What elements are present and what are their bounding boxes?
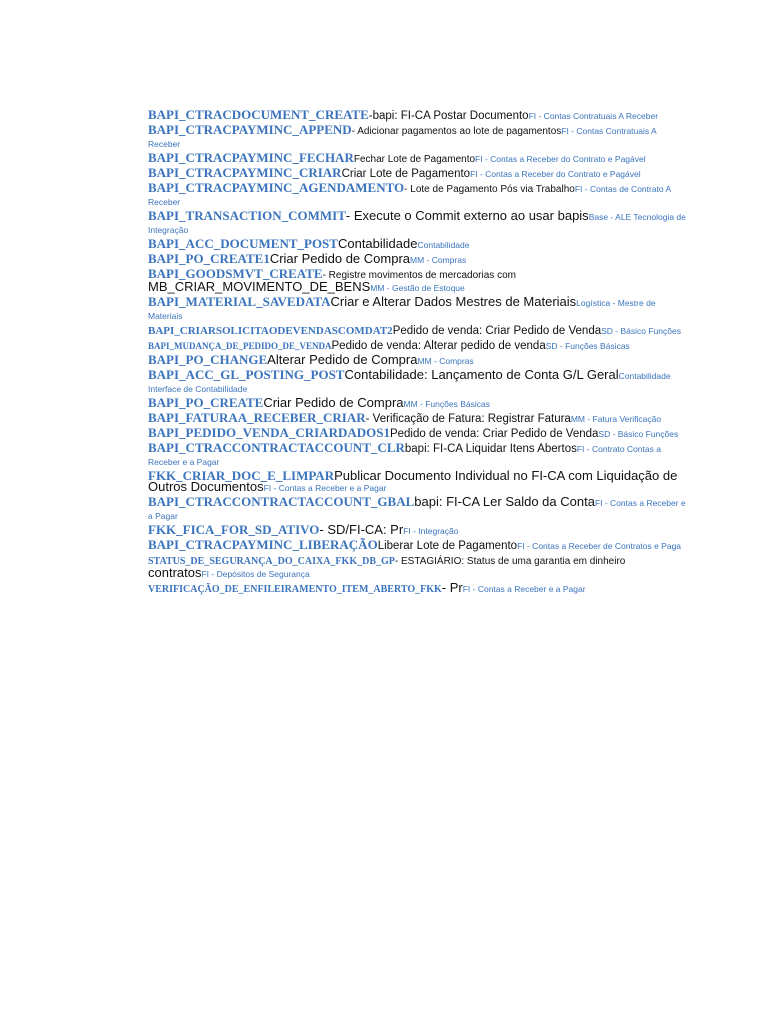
list-item — [148, 582, 688, 595]
function-name-link[interactable]: BAPI_GOODSMVT_CREATE — [148, 266, 323, 281]
function-name-link[interactable]: BAPI_TRANSACTION_COMMIT — [148, 208, 346, 223]
category-link[interactable]: MM - Compras — [410, 255, 467, 265]
category-link[interactable]: MM - Funções Básicas — [403, 399, 490, 409]
category-link[interactable]: FI - Depósitos de Segurança — [201, 569, 310, 579]
category-link[interactable]: MM - Fatura Verificação — [570, 414, 662, 424]
list-item — [148, 397, 688, 410]
category-link[interactable]: SD - Básico Funções — [601, 326, 681, 336]
function-name-link[interactable]: STATUS_DE_SEGURANÇA_DO_CAIXA_FKK_DB_GP — [148, 556, 395, 567]
category-link[interactable]: FI - Contrato Contas a Receber e a Pagar — [148, 444, 661, 467]
list-item — [148, 554, 688, 580]
function-description: Liberar Lote de Pagamento — [377, 540, 518, 552]
function-name-link[interactable]: BAPI_CTRACCONTRACTACCOUNT_GBAL — [148, 494, 415, 509]
category-link[interactable]: Contabilidade — [417, 240, 470, 250]
function-name-link[interactable]: FKK_CRIAR_DOC_E_LIMPAR — [148, 468, 335, 483]
list-item — [148, 182, 688, 208]
function-description: Pedido de venda: Criar Pedido de Venda — [392, 325, 602, 337]
list-item — [148, 442, 688, 468]
function-description: - Execute o Commit externo ao usar bapis — [345, 208, 589, 223]
function-description: Contabilidade — [337, 236, 418, 251]
function-name-link[interactable]: BAPI_CTRACCONTRACTACCOUNT_CLR — [148, 440, 405, 455]
function-name-link[interactable]: BAPI_ACC_DOCUMENT_POST — [148, 236, 338, 251]
category-link[interactable]: FI - Contas a Receber do Contrato e Pagável — [475, 154, 646, 164]
function-description: Fechar Lote de Pagamento — [353, 154, 476, 165]
function-name-link[interactable]: BAPI_PO_CREATE1 — [148, 251, 270, 266]
function-name-link[interactable]: VERIFICAÇÃO_DE_ENFILEIRAMENTO_ITEM_ABERTO_FKK — [148, 584, 442, 595]
list-item — [148, 524, 688, 537]
list-item — [148, 238, 688, 251]
function-description-continued: MB_CRIAR_MOVIMENTO_DE_BENS — [148, 279, 371, 294]
category-link[interactable]: FI - Contas Contratuais A Receber — [148, 126, 657, 149]
category-link[interactable]: Base - ALE Tecnologia de Integração — [148, 212, 686, 235]
function-name-link[interactable]: BAPI_CTRACPAYMINC_LIBERAÇÃO — [148, 537, 378, 552]
function-description: - Pr — [441, 580, 463, 595]
function-description: - Registre movimentos de mercadorias com — [322, 270, 516, 281]
function-name-link[interactable]: BAPI_MUDANÇA_DE_PEDIDO_DE_VENDA — [148, 341, 332, 351]
function-description: Alterar Pedido de Compra — [267, 352, 418, 367]
list-item — [148, 268, 688, 294]
function-description: Criar Lote de Pagamento — [341, 168, 471, 180]
function-description: - Adicionar pagamentos ao lote de pagamentos — [351, 126, 562, 137]
list-item — [148, 210, 688, 236]
function-name-link[interactable]: BAPI_MATERIAL_SAVEDATA — [148, 294, 331, 309]
category-link[interactable]: FI - Integração — [403, 526, 459, 536]
function-description: bapi: FI-CA Liquidar Itens Abertos — [404, 443, 577, 455]
function-description: bapi: FI-CA Ler Saldo da Conta — [414, 494, 595, 509]
function-name-link[interactable]: BAPI_CTRACPAYMINC_AGENDAMENTO — [148, 180, 405, 195]
list-item — [148, 109, 688, 122]
function-description: - SD/FI-CA: Pr — [319, 522, 404, 537]
function-description: - Lote de Pagamento Pós via Trabalho — [404, 184, 575, 195]
category-link[interactable]: SD - Funções Básicas — [545, 341, 630, 351]
list-item — [148, 496, 688, 522]
function-name-link[interactable]: BAPI_CTRACDOCUMENT_CREATE — [148, 107, 369, 122]
function-description: Pedido de venda: Alterar pedido de venda — [331, 340, 546, 352]
list-item — [148, 354, 688, 367]
category-link[interactable]: Contabilidade Interface de Contabilidade — [148, 371, 671, 394]
list-item — [148, 470, 688, 494]
function-name-link[interactable]: BAPI_PO_CREATE — [148, 395, 264, 410]
function-name-link[interactable]: BAPI_PO_CHANGE — [148, 352, 268, 367]
function-description: Pedido de venda: Criar Pedido de Venda — [389, 428, 599, 440]
list-item — [148, 152, 688, 165]
category-link[interactable]: Logística - Mestre de Materiais — [148, 298, 656, 321]
category-link[interactable]: FI - Contas Contratuais A Receber — [528, 111, 659, 121]
category-link[interactable]: MM - Gestão de Estoque — [370, 283, 465, 293]
list-item — [148, 296, 688, 322]
function-name-link[interactable]: FKK_FICA_FOR_SD_ATIVO — [148, 522, 320, 537]
list-item — [148, 339, 688, 352]
list-item — [148, 324, 688, 337]
function-description: - ESTAGIÁRIO: Status de uma garantia em dinheiro — [394, 556, 626, 567]
category-link[interactable]: FI - Contas a Receber de Contratos e Paga — [517, 541, 682, 551]
function-description: Criar Pedido de Compra — [269, 251, 411, 266]
function-description: Criar Pedido de Compra — [263, 395, 404, 410]
list-item — [148, 427, 688, 440]
function-name-link[interactable]: BAPI_CTRACPAYMINC_CRIAR — [148, 165, 342, 180]
category-link[interactable]: FI - Contas a Receber do Contrato e Pagável — [470, 169, 641, 179]
category-link[interactable]: MM - Compras — [417, 356, 474, 366]
list-item — [148, 253, 688, 266]
bapi-list — [148, 109, 688, 595]
category-link[interactable]: SD - Básico Funções — [598, 429, 679, 439]
function-description: Criar e Alterar Dados Mestres de Materiais — [330, 294, 577, 309]
function-description: - Verificação de Fatura: Registrar Fatura — [365, 413, 571, 425]
list-item — [148, 369, 688, 395]
category-link[interactable]: FI - Contas de Contrato A Receber — [148, 184, 671, 207]
category-link[interactable]: FI - Contas a Receber e a Pagar — [462, 584, 586, 594]
function-name-link[interactable]: BAPI_CTRACPAYMINC_FECHAR — [148, 150, 354, 165]
list-item — [148, 124, 688, 150]
function-description-continued: contratos — [148, 565, 202, 580]
function-description: Contabilidade: Lançamento de Conta G/L Geral — [344, 367, 619, 382]
function-description: -bapi: FI-CA Postar Documento — [368, 110, 529, 122]
function-description: Publicar Documento Individual no FI-CA com Liquidação de Outros Documentos — [148, 468, 678, 494]
category-link[interactable]: FI - Contas a Receber e a Pagar — [148, 498, 686, 521]
category-link[interactable]: FI - Contas a Receber e a Pagar — [263, 483, 387, 493]
function-name-link[interactable]: BAPI_FATURAA_RECEBER_CRIAR — [148, 410, 366, 425]
list-item — [148, 539, 688, 552]
list-item — [148, 167, 688, 180]
function-name-link[interactable]: BAPI_PEDIDO_VENDA_CRIARDADOS1 — [148, 425, 390, 440]
function-name-link[interactable]: BAPI_CRIARSOLICITAODEVENDASCOMDAT2 — [148, 325, 393, 337]
function-name-link[interactable]: BAPI_CTRACPAYMINC_APPEND — [148, 122, 352, 137]
list-item — [148, 412, 688, 425]
function-name-link[interactable]: BAPI_ACC_GL_POSTING_POST — [148, 367, 345, 382]
